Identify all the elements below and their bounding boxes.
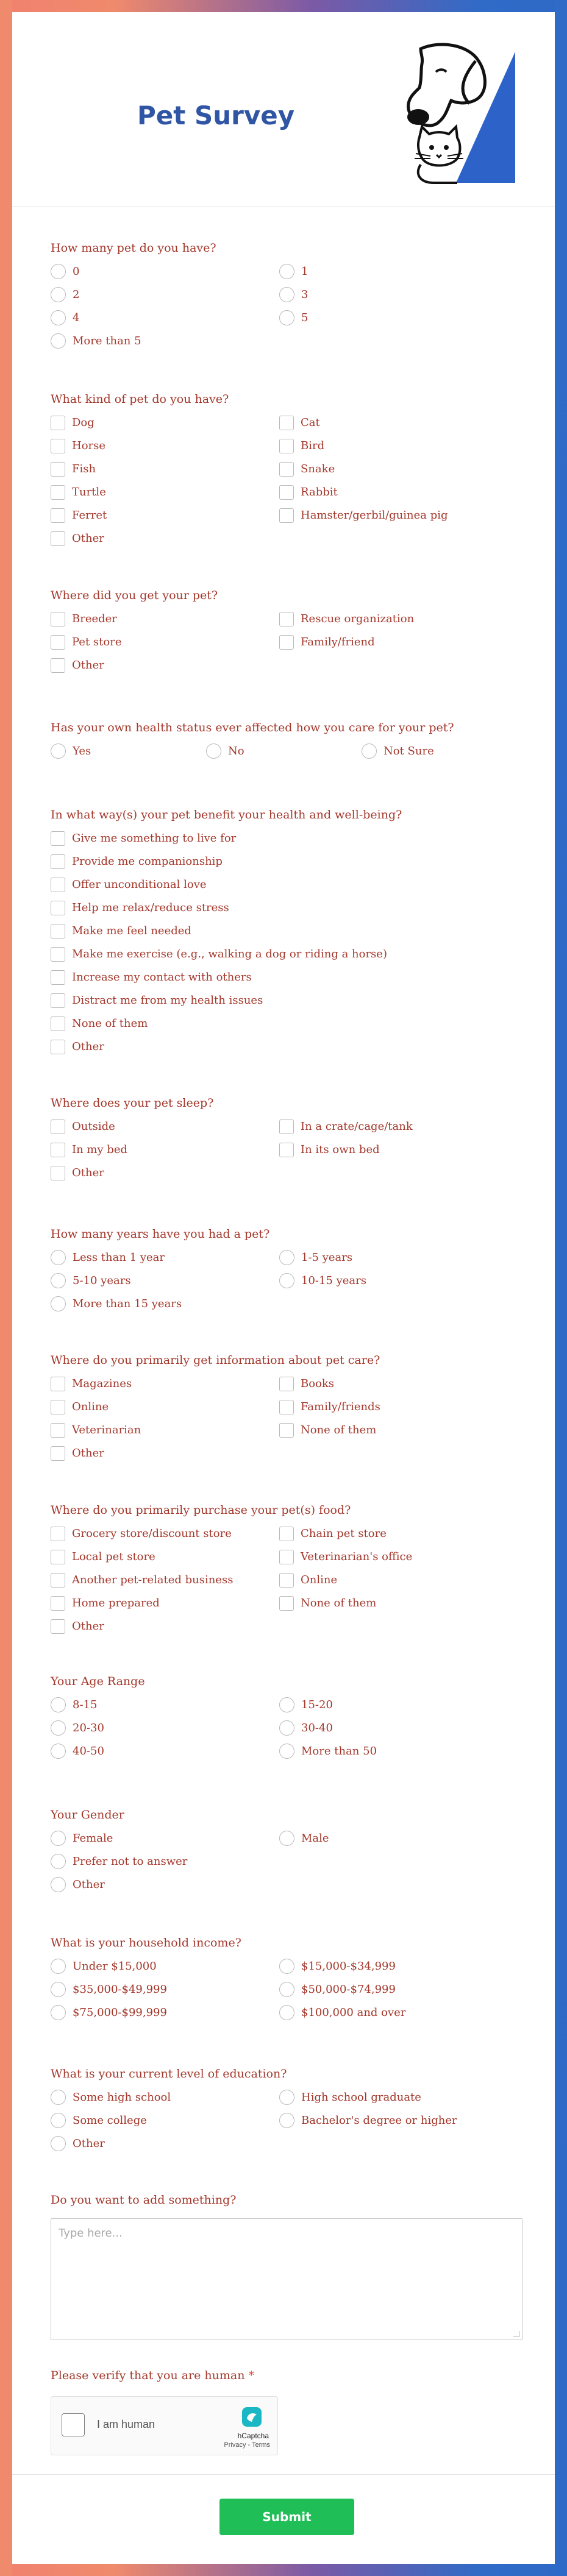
option-label: Offer unconditional love	[72, 878, 207, 891]
option-label: $35,000-$49,999	[73, 1983, 167, 1996]
option-label: Chain pet store	[301, 1527, 387, 1540]
captcha-widget	[51, 2396, 278, 2455]
radio-option[interactable]	[51, 332, 279, 350]
option-label: 30-40	[301, 1722, 333, 1734]
checkbox-option[interactable]	[51, 1015, 514, 1032]
checkbox[interactable]	[51, 924, 65, 939]
radio-button[interactable]	[51, 310, 66, 325]
option-label: 20-30	[73, 1722, 104, 1734]
option-label: 2	[73, 288, 80, 301]
checkbox-option[interactable]	[279, 633, 508, 651]
checkbox-option[interactable]	[51, 1421, 279, 1439]
option-label: $15,000-$34,999	[301, 1960, 396, 1973]
option-label: More than 5	[73, 335, 141, 347]
radio-button[interactable]	[51, 1273, 66, 1288]
option-label: Less than 1 year	[73, 1251, 165, 1264]
option-label: Hamster/gerbil/guinea pig	[301, 509, 448, 522]
checkbox-option[interactable]	[51, 506, 279, 524]
option-label: More than 15 years	[73, 1297, 182, 1310]
checkbox[interactable]	[51, 1143, 65, 1157]
checkbox-option[interactable]	[51, 633, 279, 651]
question-label: Your Age Range	[51, 1675, 145, 1688]
question-info-source	[51, 1351, 532, 1462]
form-title: Pet Survey	[137, 101, 295, 130]
radio-button[interactable]	[51, 743, 66, 759]
option-label: Other	[72, 1040, 104, 1053]
left-gradient-border	[0, 0, 12, 2576]
option-label: 1	[301, 265, 308, 278]
question-years-owned	[51, 1225, 532, 1313]
checkbox[interactable]	[279, 612, 294, 626]
question-food-purchase	[51, 1501, 532, 1635]
checkbox-option[interactable]	[51, 1398, 279, 1416]
checkbox-option[interactable]	[51, 968, 514, 986]
question-label: What kind of pet do you have?	[51, 392, 229, 406]
option-label: Bird	[301, 439, 325, 452]
checkbox[interactable]	[51, 1573, 65, 1588]
option-label: Distract me from my health issues	[72, 994, 263, 1007]
checkbox-option[interactable]	[279, 1548, 508, 1566]
option-label: Local pet store	[72, 1550, 155, 1563]
radio-button[interactable]	[279, 264, 294, 279]
radio-button[interactable]	[51, 1720, 66, 1736]
captcha-links[interactable]: Privacy - Terms	[224, 2441, 270, 2449]
radio-option[interactable]	[51, 2112, 279, 2129]
option-label: In a crate/cage/tank	[301, 1120, 413, 1133]
checkbox-option[interactable]	[279, 506, 508, 524]
option-label: Grocery store/discount store	[72, 1527, 232, 1540]
question-label: In what way(s) your pet benefit your health and well-being?	[51, 808, 402, 821]
checkbox-option[interactable]	[279, 1398, 508, 1416]
checkbox[interactable]	[51, 531, 65, 546]
radio-option[interactable]	[206, 742, 362, 760]
radio-option[interactable]	[51, 263, 279, 280]
radio-option[interactable]	[51, 1876, 279, 1893]
option-label: Turtle	[72, 486, 106, 499]
checkbox[interactable]	[51, 970, 65, 985]
checkbox-option[interactable]	[51, 899, 514, 917]
option-label: Not Sure	[383, 745, 434, 758]
pet-logo-icon	[378, 37, 537, 186]
option-label: In my bed	[72, 1143, 128, 1156]
option-label: Under $15,000	[73, 1960, 157, 1973]
checkbox-option[interactable]	[51, 414, 279, 431]
radio-button[interactable]	[279, 2005, 294, 2020]
checkbox[interactable]	[51, 462, 65, 477]
radio-option[interactable]	[51, 2004, 279, 2021]
checkbox[interactable]	[51, 1119, 65, 1134]
captcha-label: Please verify that you are human	[51, 2369, 245, 2382]
option-label: Breeder	[72, 612, 117, 625]
checkbox[interactable]	[51, 658, 65, 673]
form-header	[12, 12, 555, 207]
checkbox[interactable]	[279, 1550, 294, 1564]
radio-button[interactable]	[279, 1720, 294, 1736]
option-label: Family/friend	[301, 636, 375, 648]
radio-option[interactable]	[51, 1719, 279, 1737]
radio-button[interactable]	[51, 1744, 66, 1759]
checkbox-option[interactable]	[51, 1594, 279, 1612]
option-label: 4	[73, 311, 80, 324]
required-marker: *	[248, 2369, 254, 2382]
radio-option[interactable]	[279, 1272, 508, 1290]
radio-option[interactable]	[51, 1742, 279, 1760]
checkbox-option[interactable]	[51, 1118, 279, 1135]
checkbox[interactable]	[51, 416, 65, 430]
option-label: 5	[301, 311, 308, 324]
option-label: Veterinarian's office	[301, 1550, 413, 1563]
option-label: 15-20	[301, 1698, 333, 1711]
radio-button[interactable]	[279, 310, 294, 325]
checkbox[interactable]	[279, 1119, 294, 1134]
question-label: Your Gender	[51, 1808, 124, 1822]
option-label: Other	[72, 532, 104, 545]
radio-option[interactable]	[279, 1742, 508, 1760]
checkbox-option[interactable]	[51, 530, 279, 547]
option-label: 40-50	[73, 1745, 104, 1758]
radio-button[interactable]	[51, 1982, 66, 1997]
checkbox[interactable]	[279, 508, 294, 523]
option-label: Other	[73, 2137, 105, 2150]
checkbox[interactable]	[279, 1400, 294, 1414]
radio-button[interactable]	[279, 1959, 294, 1974]
checkbox-option[interactable]	[51, 656, 279, 674]
option-label: No	[228, 745, 244, 758]
checkbox-option[interactable]	[51, 483, 279, 501]
checkbox[interactable]	[51, 485, 65, 500]
radio-option[interactable]	[279, 1957, 508, 1975]
checkbox-option[interactable]	[51, 876, 514, 893]
option-label: Online	[301, 1574, 338, 1586]
option-label: 10-15 years	[301, 1274, 367, 1287]
checkbox-option[interactable]	[51, 922, 514, 940]
radio-option[interactable]	[279, 286, 508, 303]
option-label: Books	[301, 1377, 335, 1390]
checkbox[interactable]	[51, 1166, 65, 1180]
option-label: Male	[301, 1832, 329, 1845]
captcha-brand: hCaptcha	[237, 2432, 269, 2440]
checkbox[interactable]	[279, 1423, 294, 1438]
checkbox[interactable]	[279, 1143, 294, 1157]
option-label: Yes	[73, 745, 91, 758]
question-label: Where did you get your pet?	[51, 589, 218, 602]
checkbox[interactable]	[51, 1527, 65, 1541]
checkbox[interactable]	[51, 993, 65, 1008]
checkbox-option[interactable]	[279, 1118, 508, 1135]
radio-option[interactable]	[51, 742, 206, 760]
captcha-text: I am human	[97, 2418, 155, 2430]
radio-option[interactable]	[362, 742, 517, 760]
radio-button[interactable]	[279, 2113, 294, 2128]
option-label: Online	[72, 1400, 109, 1413]
option-label: None of them	[301, 1424, 377, 1436]
option-label: Fish	[72, 463, 96, 475]
checkbox[interactable]	[51, 831, 65, 846]
radio-button[interactable]	[51, 287, 66, 302]
checkbox[interactable]	[51, 854, 65, 869]
radio-button[interactable]	[51, 1854, 66, 1869]
checkbox[interactable]	[51, 1446, 65, 1461]
radio-button[interactable]	[279, 1982, 294, 1997]
checkbox-option[interactable]	[279, 1375, 508, 1393]
checkbox[interactable]	[51, 612, 65, 626]
checkbox-option[interactable]	[51, 1038, 514, 1056]
checkbox[interactable]	[51, 1619, 65, 1634]
checkbox-option[interactable]	[279, 1594, 508, 1612]
option-label: 8-15	[73, 1698, 98, 1711]
question-health-benefit	[51, 806, 532, 1056]
comments-textarea[interactable]	[51, 2218, 522, 2340]
radio-option[interactable]	[51, 1272, 279, 1290]
option-label: 1-5 years	[301, 1251, 353, 1264]
textarea-placeholder: Type here...	[59, 2227, 123, 2240]
radio-button[interactable]	[51, 1877, 66, 1892]
option-label: In its own bed	[301, 1143, 380, 1156]
radio-option[interactable]	[279, 1249, 508, 1266]
option-label: Another pet-related business	[72, 1574, 234, 1586]
checkbox-option[interactable]	[279, 610, 508, 628]
option-label: Help me relax/reduce stress	[72, 901, 229, 914]
option-label: Ferret	[72, 509, 107, 522]
option-label: $75,000-$99,999	[73, 2006, 167, 2019]
checkbox-option[interactable]	[51, 1375, 279, 1393]
option-label: Other	[72, 1447, 104, 1460]
option-label: Cat	[301, 416, 320, 429]
checkbox[interactable]	[51, 1400, 65, 1414]
checkbox-option[interactable]	[51, 853, 514, 870]
radio-button[interactable]	[362, 743, 377, 759]
radio-button[interactable]	[279, 287, 294, 302]
radio-button[interactable]	[51, 2136, 66, 2151]
option-label: Some college	[73, 2114, 147, 2127]
radio-button[interactable]	[51, 2090, 66, 2105]
checkbox[interactable]	[51, 878, 65, 892]
radio-option[interactable]	[279, 2004, 508, 2021]
checkbox[interactable]	[51, 1423, 65, 1438]
radio-button[interactable]	[51, 1697, 66, 1712]
checkbox[interactable]	[279, 1596, 294, 1611]
radio-button[interactable]	[206, 743, 221, 759]
question-household-income	[51, 1934, 532, 2021]
option-label: Bachelor's degree or higher	[301, 2114, 457, 2127]
radio-option[interactable]	[51, 2088, 279, 2106]
radio-option[interactable]	[51, 1295, 279, 1313]
question-health-status	[51, 719, 532, 760]
question-education	[51, 2065, 532, 2152]
option-label: Dog	[72, 416, 94, 429]
checkbox-option[interactable]	[279, 437, 508, 455]
radio-option[interactable]	[51, 2135, 279, 2152]
radio-button[interactable]	[51, 333, 66, 349]
checkbox[interactable]	[279, 439, 294, 453]
checkbox[interactable]	[51, 947, 65, 962]
radio-option[interactable]	[51, 309, 279, 327]
question-label: Has your own health status ever affected how you care for your pet?	[51, 721, 454, 734]
option-label: $100,000 and over	[301, 2006, 406, 2019]
checkbox-option[interactable]	[51, 1164, 279, 1182]
radio-option[interactable]	[51, 1981, 279, 1998]
checkbox-option[interactable]	[51, 1141, 279, 1158]
radio-option[interactable]	[51, 286, 279, 303]
option-label: Make me exercise (e.g., walking a dog or riding a horse)	[72, 948, 387, 960]
question-label	[51, 2366, 532, 2385]
question-pet-count	[51, 239, 532, 350]
question-gender	[51, 1806, 532, 1893]
checkbox-option[interactable]	[51, 460, 279, 478]
question-label: How many pet do you have?	[51, 241, 216, 255]
checkbox-option[interactable]	[279, 1421, 508, 1439]
captcha-checkbox[interactable]	[62, 2413, 85, 2436]
hcaptcha-logo-icon	[240, 2405, 264, 2429]
option-label: Pet store	[72, 636, 122, 648]
question-pet-kind	[51, 390, 532, 547]
checkbox-option[interactable]	[51, 1444, 279, 1462]
question-label: Where do you primarily purchase your pet(s) food?	[51, 1503, 351, 1517]
checkbox-option[interactable]	[51, 610, 279, 628]
checkbox[interactable]	[279, 1377, 294, 1391]
radio-button[interactable]	[279, 2090, 294, 2105]
checkbox[interactable]	[51, 1040, 65, 1054]
radio-button[interactable]	[51, 1250, 66, 1265]
option-label: 5-10 years	[73, 1274, 131, 1287]
checkbox-option[interactable]	[279, 483, 508, 501]
option-label: 0	[73, 265, 80, 278]
option-label: Family/friends	[301, 1400, 380, 1413]
option-label: Outside	[72, 1120, 115, 1133]
radio-option[interactable]	[279, 1696, 508, 1714]
question-label: Where do you primarily get information about pet care?	[51, 1354, 380, 1367]
checkbox[interactable]	[51, 1550, 65, 1564]
radio-option[interactable]	[279, 2088, 508, 2106]
checkbox[interactable]	[279, 1527, 294, 1541]
question-label: Do you want to add something?	[51, 2193, 237, 2207]
checkbox[interactable]	[51, 508, 65, 523]
right-gradient-border	[555, 0, 567, 2576]
radio-option[interactable]	[279, 309, 508, 327]
checkbox-option[interactable]	[279, 1525, 508, 1542]
radio-option[interactable]	[279, 2112, 508, 2129]
option-label: 3	[301, 288, 308, 301]
checkbox-option[interactable]	[279, 1571, 508, 1589]
checkbox-option[interactable]	[279, 460, 508, 478]
question-label: What is your household income?	[51, 1936, 241, 1950]
option-label: Rescue organization	[301, 612, 415, 625]
radio-option[interactable]	[51, 1696, 279, 1714]
option-label: Female	[73, 1832, 113, 1845]
option-label: Increase my contact with others	[72, 971, 252, 984]
option-label: Some high school	[73, 2091, 171, 2104]
option-label: Prefer not to answer	[73, 1855, 188, 1868]
checkbox[interactable]	[51, 635, 65, 650]
question-label: What is your current level of education?	[51, 2067, 287, 2081]
option-label: High school graduate	[301, 2091, 421, 2104]
footer-divider	[12, 2474, 555, 2475]
option-label: Other	[72, 1166, 104, 1179]
checkbox-option[interactable]	[51, 1571, 279, 1589]
option-label: Other	[72, 659, 104, 672]
radio-button[interactable]	[279, 1697, 294, 1712]
checkbox-option[interactable]	[51, 829, 514, 847]
radio-button[interactable]	[51, 1296, 66, 1311]
checkbox-option[interactable]	[279, 1141, 508, 1158]
radio-option[interactable]	[279, 1981, 508, 1998]
question-pet-sleep	[51, 1094, 532, 1182]
radio-button[interactable]	[51, 1831, 66, 1846]
question-pet-source	[51, 586, 532, 674]
question-captcha	[51, 2366, 532, 2455]
option-label: Make me feel needed	[72, 924, 191, 937]
radio-button[interactable]	[51, 2113, 66, 2128]
checkbox[interactable]	[51, 1377, 65, 1391]
radio-option[interactable]	[279, 1829, 508, 1847]
option-label: Rabbit	[301, 486, 338, 499]
question-label: Where does your pet sleep?	[51, 1096, 214, 1110]
radio-button[interactable]	[279, 1831, 294, 1846]
checkbox-option[interactable]	[51, 437, 279, 455]
checkbox-option[interactable]	[51, 1525, 279, 1542]
checkbox-option[interactable]	[51, 945, 514, 963]
radio-button[interactable]	[279, 1250, 294, 1265]
option-label: $50,000-$74,999	[301, 1983, 396, 1996]
option-label: Home prepared	[72, 1597, 160, 1609]
radio-option[interactable]	[51, 1249, 279, 1266]
option-label: None of them	[72, 1017, 148, 1030]
checkbox[interactable]	[51, 1596, 65, 1611]
checkbox[interactable]	[51, 439, 65, 453]
resize-handle-icon[interactable]	[513, 2331, 519, 2337]
option-label: Horse	[72, 439, 106, 452]
checkbox[interactable]	[51, 901, 65, 915]
radio-button[interactable]	[279, 1273, 294, 1288]
radio-button[interactable]	[51, 1959, 66, 1974]
radio-button[interactable]	[51, 2005, 66, 2020]
question-age-range	[51, 1672, 532, 1760]
radio-option[interactable]	[51, 1829, 279, 1847]
checkbox[interactable]	[279, 635, 294, 650]
radio-option[interactable]	[279, 263, 508, 280]
option-label: None of them	[301, 1597, 377, 1609]
submit-button[interactable]: Submit	[219, 2499, 354, 2535]
option-label: Magazines	[72, 1377, 132, 1390]
question-additional-comments	[51, 2191, 532, 2340]
radio-option[interactable]	[279, 1719, 508, 1737]
radio-button[interactable]	[279, 1744, 294, 1759]
radio-button[interactable]	[51, 264, 66, 279]
option-label: Snake	[301, 463, 335, 475]
option-label: Other	[72, 1620, 104, 1633]
checkbox-option[interactable]	[51, 992, 514, 1009]
checkbox[interactable]	[279, 1573, 294, 1588]
checkbox[interactable]	[279, 485, 294, 500]
option-label: Other	[73, 1878, 105, 1891]
checkbox-option[interactable]	[279, 414, 508, 431]
option-label: Give me something to live for	[72, 832, 237, 845]
option-label: Provide me companionship	[72, 855, 223, 868]
question-label: How many years have you had a pet?	[51, 1227, 270, 1241]
checkbox-option[interactable]	[51, 1548, 279, 1566]
radio-option[interactable]	[51, 1853, 279, 1870]
checkbox-option[interactable]	[51, 1617, 279, 1635]
checkbox[interactable]	[279, 416, 294, 430]
radio-option[interactable]	[51, 1957, 279, 1975]
checkbox[interactable]	[51, 1017, 65, 1031]
option-label: More than 50	[301, 1745, 377, 1758]
checkbox[interactable]	[279, 462, 294, 477]
option-label: Veterinarian	[72, 1424, 141, 1436]
survey-form-card	[12, 12, 555, 2564]
